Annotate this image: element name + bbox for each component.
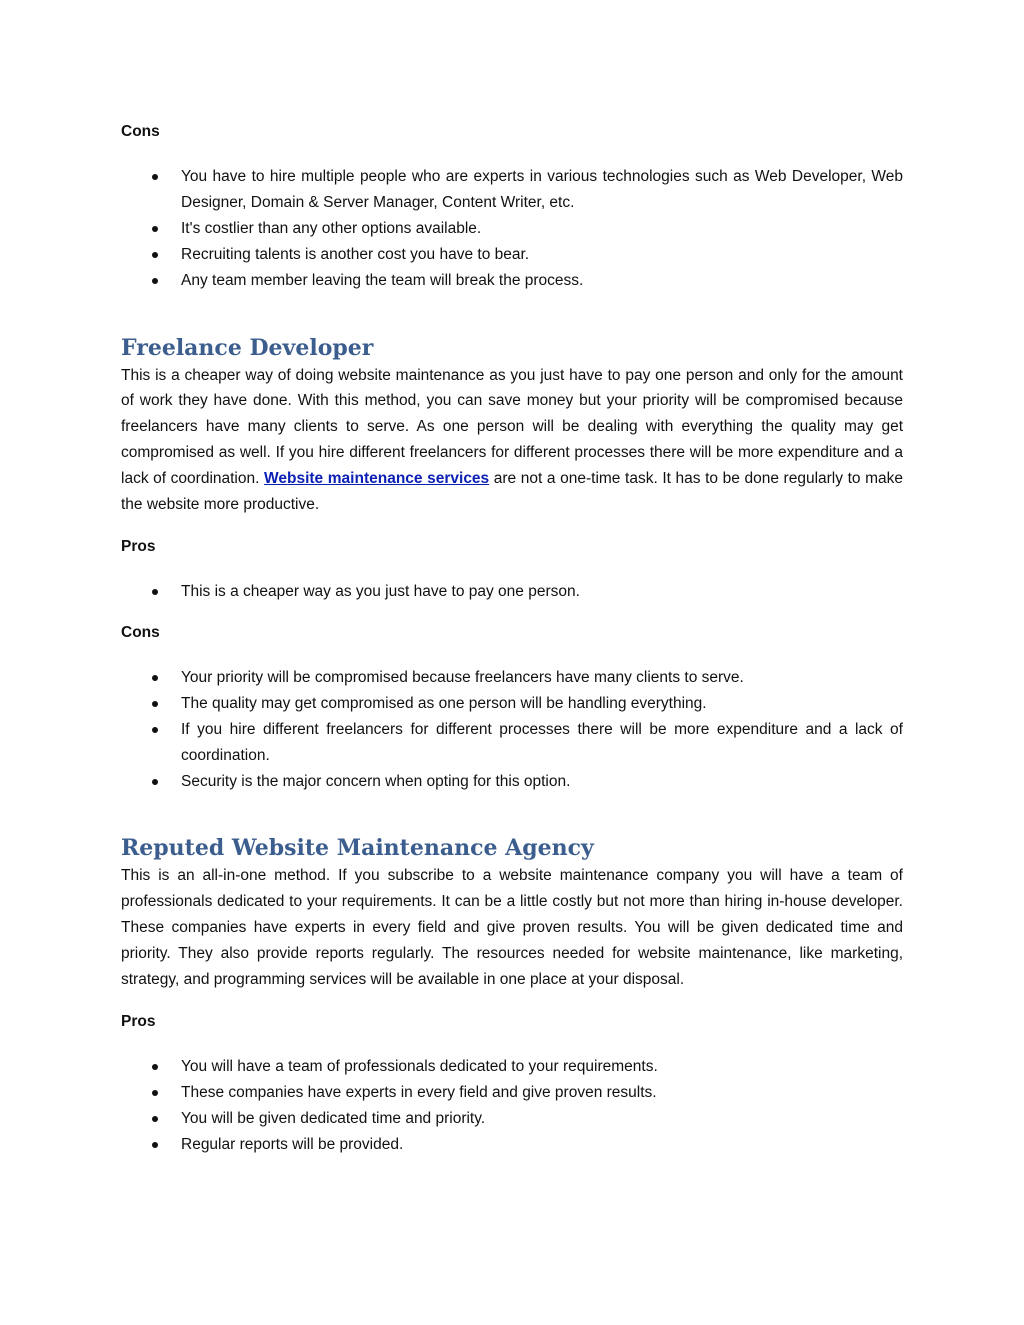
website-maintenance-services-link[interactable]: Website maintenance services [264, 470, 490, 488]
bullet-icon [152, 278, 158, 284]
bullet-icon [152, 779, 158, 785]
list-item: You will be given dedicated time and priority. [121, 1106, 903, 1132]
list-item: Your priority will be compromised because freelancers have many clients to serve. [121, 665, 903, 691]
list-item: Any team member leaving the team will break the process. [121, 268, 903, 294]
cons-label: Cons [121, 623, 160, 641]
pros-label: Pros [121, 537, 156, 555]
document-content [121, 121, 903, 1158]
list-item: This is a cheaper way as you just have to pay one person. [121, 579, 903, 605]
list-item: Regular reports will be provided. [121, 1132, 903, 1158]
bullet-icon [152, 589, 158, 595]
bullet-icon [152, 252, 158, 258]
list-item: These companies have experts in every field and give proven results. [121, 1080, 903, 1106]
list-item: You have to hire multiple people who are experts in various technologies such as Web Developer, Web Designer, Domain & Server Manager, Content Writer, etc. [121, 164, 903, 216]
cons-list [121, 665, 903, 795]
cons-label: Cons [121, 123, 160, 140]
agency-paragraph: This is an all-in-one method. If you subscribe to a website maintenance company you will have a team of professionals dedicated to your requirements. It can be a little costly but not more than hiring in-house developer. These companies have experts in every field and give proven results. You will be given dedicated time and priority. They also provide reports regularly. The resources needed for website maintenance, like marketing, strategy, and programming services will be available in one place at your disposal. [121, 867, 903, 989]
bullet-icon [152, 226, 158, 232]
bullet-icon [152, 1116, 158, 1122]
bullet-icon [152, 1090, 158, 1096]
pros-label: Pros [121, 1012, 156, 1030]
pros-list [121, 579, 903, 605]
list-item: It's costlier than any other options available. [121, 216, 903, 242]
section-heading-agency: Reputed Website Maintenance Agency [121, 835, 594, 862]
freelance-paragraph: This is a cheaper way of doing website maintenance as you just have to pay one person and only for the amount of work they have done. With this method, you can save money but your priority will be compromised because freelancers have many clients to serve. As one person will be dealing with everything the quality may get compromised as well. If you hire different freelancers for different processes there will be more expenditure and a lack of coordination. Website maintenance services are not a one-time task. It has to be done regularly to make the website more productive. [121, 366, 904, 514]
list-item: If you hire different freelancers for different processes there will be more expenditure and a lack of coordination. [121, 717, 903, 769]
bullet-icon [152, 675, 158, 681]
bullet-icon [152, 701, 158, 707]
bullet-icon [152, 1142, 158, 1148]
list-item: The quality may get compromised as one person will be handling everything. [121, 691, 903, 717]
bullet-icon [152, 1064, 158, 1070]
cons-list [121, 164, 903, 294]
bullet-icon [152, 727, 158, 733]
list-item: Recruiting talents is another cost you have to bear. [121, 242, 903, 268]
list-item: Security is the major concern when opting for this option. [121, 769, 903, 795]
bullet-icon [152, 174, 158, 180]
pros-list [121, 1054, 903, 1158]
section-heading-freelance: Freelance Developer [121, 334, 374, 361]
list-item: You will have a team of professionals dedicated to your requirements. [121, 1054, 903, 1080]
